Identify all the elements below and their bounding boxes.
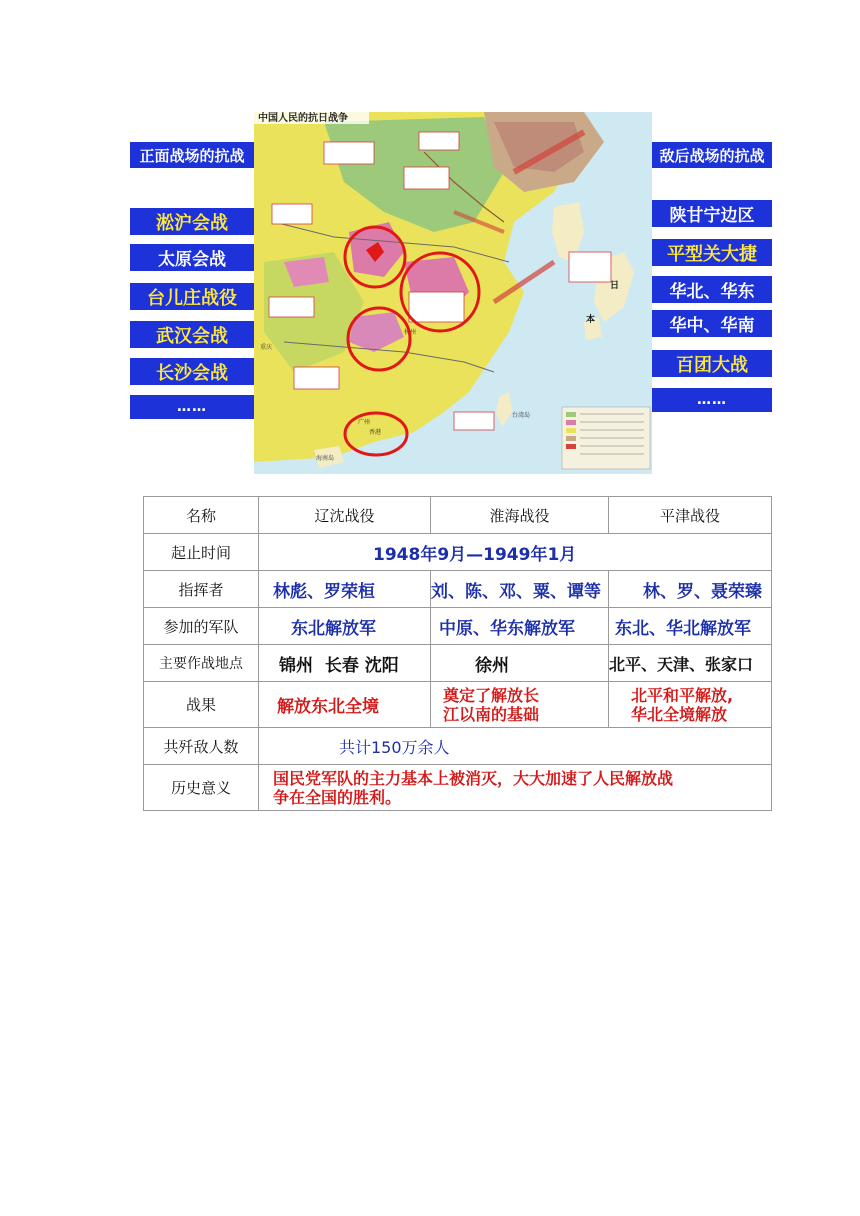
commander-pingjin: 林、罗、聂荣臻 bbox=[609, 571, 772, 608]
battle-label-ellipsis: …… bbox=[130, 395, 254, 419]
anti-japanese-war-map bbox=[254, 112, 652, 474]
col-header-pingjin: 平津战役 bbox=[609, 497, 772, 534]
rear-label-pingxingguan: 平型关大捷 bbox=[652, 239, 772, 266]
table-row-results bbox=[144, 682, 772, 728]
army-pingjin: 东北、华北解放军 bbox=[609, 608, 772, 645]
location-huaihai: 徐州 bbox=[431, 645, 609, 682]
result-liaoshen: 解放东北全境 bbox=[259, 682, 431, 728]
table-header-row bbox=[144, 497, 772, 534]
significance-value bbox=[259, 765, 772, 811]
result-huaihai-line-2: 江以南的基础 bbox=[443, 704, 540, 724]
row-label-time: 起止时间 bbox=[144, 534, 259, 571]
rear-battlefield-header: 敌后战场的抗战 bbox=[652, 142, 772, 168]
row-label-enemies: 共歼敌人数 bbox=[144, 728, 259, 765]
map-label-hangzhou: 杭州 bbox=[404, 329, 417, 336]
map-label-japan-1: 日 bbox=[610, 281, 620, 291]
map-label-chongqing: 重庆 bbox=[260, 344, 273, 351]
col-header-huaihai: 淮海战役 bbox=[431, 497, 609, 534]
significance-line-1: 国民党军队的主力基本上被消灭，大大加速了人民解放战 bbox=[273, 768, 674, 788]
map-label-japan-2: 本 bbox=[586, 315, 596, 325]
col-header-name: 名称 bbox=[144, 497, 259, 534]
frontal-battlefield-header: 正面战场的抗战 bbox=[130, 142, 254, 168]
army-huaihai: 中原、华东解放军 bbox=[431, 608, 609, 645]
table-row-commanders bbox=[144, 571, 772, 608]
row-label-significance: 历史意义 bbox=[144, 765, 259, 811]
row-label-locations: 主要作战地点 bbox=[144, 645, 259, 682]
location-pingjin: 北平、天津、张家口 bbox=[609, 645, 772, 682]
result-pingjin-line-2: 华北全境解放 bbox=[631, 704, 728, 724]
rear-label-huazhong-huanan: 华中、华南 bbox=[652, 310, 772, 337]
result-huaihai bbox=[431, 682, 609, 728]
rear-label-baituan: 百团大战 bbox=[652, 350, 772, 377]
row-label-results: 战果 bbox=[144, 682, 259, 728]
map-title: 中国人民的抗日战争 bbox=[258, 113, 348, 124]
significance-line-2: 争在全国的胜利。 bbox=[273, 787, 402, 807]
rear-label-shaanganning: 陕甘宁边区 bbox=[652, 200, 772, 227]
battle-label-taierzhuang: 台儿庄战役 bbox=[130, 283, 254, 310]
table-row-locations bbox=[144, 645, 772, 682]
table-row-enemies bbox=[144, 728, 772, 765]
table-row-time bbox=[144, 534, 772, 571]
row-label-commanders: 指挥者 bbox=[144, 571, 259, 608]
map-label-taiwan: 台湾岛 bbox=[512, 412, 531, 419]
row-label-armies: 参加的军队 bbox=[144, 608, 259, 645]
army-liaoshen: 东北解放军 bbox=[259, 608, 431, 645]
battle-label-changsha: 长沙会战 bbox=[130, 358, 254, 385]
battle-label-taiyuan: 太原会战 bbox=[130, 244, 254, 271]
commander-liaoshen: 林彪、罗荣桓 bbox=[259, 571, 431, 608]
result-pingjin-line-1: 北平和平解放, bbox=[631, 685, 734, 705]
total-enemies-value: 共计150万余人 bbox=[259, 728, 772, 765]
map-panel bbox=[130, 112, 772, 474]
rear-label-huabei-huadong: 华北、华东 bbox=[652, 276, 772, 303]
col-header-liaoshen: 辽沈战役 bbox=[259, 497, 431, 534]
rear-label-ellipsis: …… bbox=[652, 388, 772, 412]
map-graphic bbox=[254, 112, 652, 474]
table-row-significance bbox=[144, 765, 772, 811]
result-pingjin bbox=[609, 682, 772, 728]
map-label-guangzhou: 广州 bbox=[358, 419, 371, 426]
table-row-armies bbox=[144, 608, 772, 645]
map-label-hainan: 海南岛 bbox=[316, 455, 335, 462]
three-campaigns-table bbox=[143, 496, 772, 811]
map-label-hongkong: 香港 bbox=[369, 429, 382, 436]
battle-label-wuhan: 武汉会战 bbox=[130, 321, 254, 348]
result-huaihai-line-1: 奠定了解放长 bbox=[443, 685, 540, 705]
commander-huaihai: 刘、陈、邓、粟、谭等 bbox=[431, 571, 609, 608]
location-liaoshen: 锦州 长春 沈阳 bbox=[259, 645, 431, 682]
time-value: 1948年9月—1949年1月 bbox=[259, 534, 772, 571]
battle-label-songhu: 淞沪会战 bbox=[130, 208, 254, 235]
